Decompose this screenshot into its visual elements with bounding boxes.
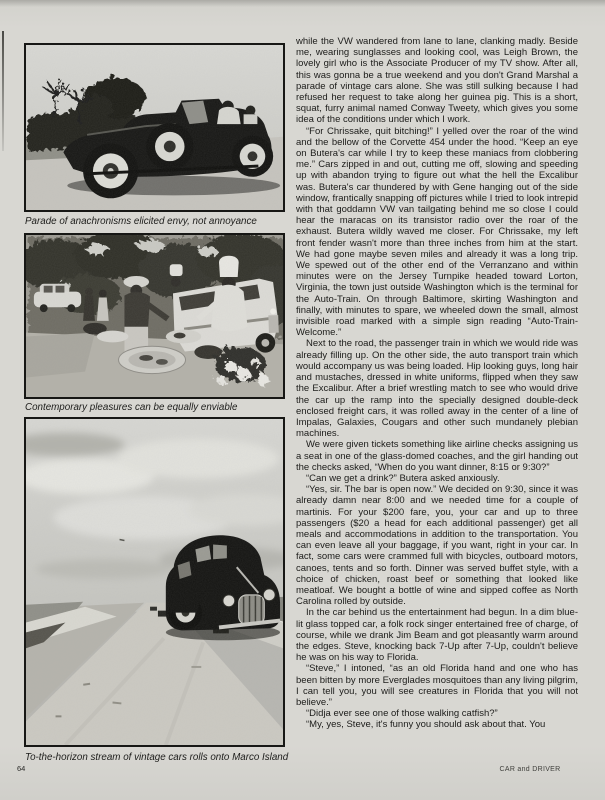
article-text-column xyxy=(296,36,578,731)
article-paragraph: “Steve,” I intoned, “as an old Florida hand and one who has been bitten by more Everglades mosquitoes than any living pilgrim, I can tell you, you will see creatures in Florida that you will not believe.” xyxy=(296,663,578,708)
photo-picnic-illustration xyxy=(26,235,283,397)
article-paragraph: “Didja ever see one of those walking catfish?” xyxy=(306,708,498,720)
article-paragraph: “Can we get a drink?” Butera asked anxiously. xyxy=(306,472,500,484)
scan-edge-left xyxy=(2,31,4,151)
photo-caption-3: To-the-horizon stream of vintage cars rolls onto Marco Island xyxy=(25,752,289,763)
photo-parade-illustration xyxy=(26,45,283,210)
magazine-brand: CAR and DRIVER xyxy=(499,766,561,773)
article-paragraph: Next to the road, the passenger train in which we would ride was already filling up. On the other side, the auto transport train which would accompany us was being loaded. Hip looking guys, long hair and mustaches, dressed in white uniforms, flipped when they saw the Excalibur. After a brief wrestling match to see who would drive the car up the ramp into the specially designed double-deck enclosed freight cars, it was rolled away in the center of a line of Impalas, Galaxies, Cougars and other such mundanely plebian machines. xyxy=(296,338,579,440)
article-paragraph: while the VW wandered from lane to lane, clanking madly. Beside me, wearing sunglasses and looking cool, was Leigh Brown, the lovely girl who is the Associate Producer of my TV show. After all, this was gonna be a true weekend and you don't Grand Marshal a parade of vintage cars alone. She was still sulking because I had refused her request to take along her guinea pig. This is a short, squat, furry animal named Conway Tweety, which gives you some idea of the conditions under which I work. xyxy=(296,36,578,126)
article-paragraph: “My, yes, Steve, it's funny you should ask about that. You xyxy=(306,719,546,731)
scan-edge-top xyxy=(0,0,605,7)
photo-picnic-buffet xyxy=(24,233,285,399)
photo-marco-island-road xyxy=(24,417,285,747)
article-paragraph: “Yes, sir. The bar is open now.” We decided on 9:30, since it was already damn near 8:00 and we needed time for a couple of martinis. For your $200 fare, you, your car and up to three passengers ($20 a head for each additional passenger) get all meals and accommodations in addition to the transportation. You can even leave all your baggage, if you want, right in your car. In fact, some cars were crammed full with bicycles, outboard motors, canoes, tents and so forth. Dinner was served buffet style, with a choice of chicken, roast beef or something that looked like meatloaf. We bought a bottle of wine and sipped coffee as North Carolina rolled by outside. xyxy=(296,484,578,608)
photo-road-illustration xyxy=(26,419,283,745)
photo-parade-roadster xyxy=(24,43,285,212)
page-number: 64 xyxy=(17,764,26,773)
photo-caption-2: Contemporary pleasures can be equally enviable xyxy=(25,402,238,413)
article-paragraph: In the car behind us the entertainment had begun. In a dim blue-lit glass topped car, a folk rock singer entertained free of charge, of course, while we drank Jim Beam and got pleasantly warm around the edges. Steve, knocking back 7-Up after 7-Up, couldn't believe he was on his way to Florida. xyxy=(296,607,578,664)
article-paragraph: We were given tickets something like airline checks assigning us a seat in one of the glass-domed coaches, and the girl handing out the checks asked, “When do you want dinner, 8:15 or 9:30?” xyxy=(296,439,578,473)
photo-caption-1: Parade of anachronisms elicited envy, not annoyance xyxy=(25,216,257,227)
article-paragraph: “For Chrissake, quit bitching!” I yelled over the roar of the wind and the bellow of the Corvette 454 under the hood. “Keep an eye on Butera's car while I try to keep these maniacs from clobbering me.” Cars zipped in and out, cutting me off, slowing and speeding up with abandon trying to figure out what the hell the Excalibur was. Butera's car thundered by with Gene hanging out of the side window, frantically snapping off pictures while I tried to look intrepid with that goddamn VW van tailgating behind me so close I could hear the maracas on its transistor radio over the roar of the exhaust. Butera wildly waved me closer. For Chrissake, my left front fender wasn't more than three inches from him at the start. We had gone maybe seven miles and already it was a long trip. We spewed out of the other end of the Verranzano and within minutes were on the Jersey Turnpike headed toward Lorton, Virginia, the town just outside Washington which is the terminal for the Auto-Train. On through Baltimore, skirting Washington and finally, with minutes to spare, we wheeled down the small, almost invisible road marked with a simple sign reading “Auto-Train-Welcome.” xyxy=(296,125,578,339)
